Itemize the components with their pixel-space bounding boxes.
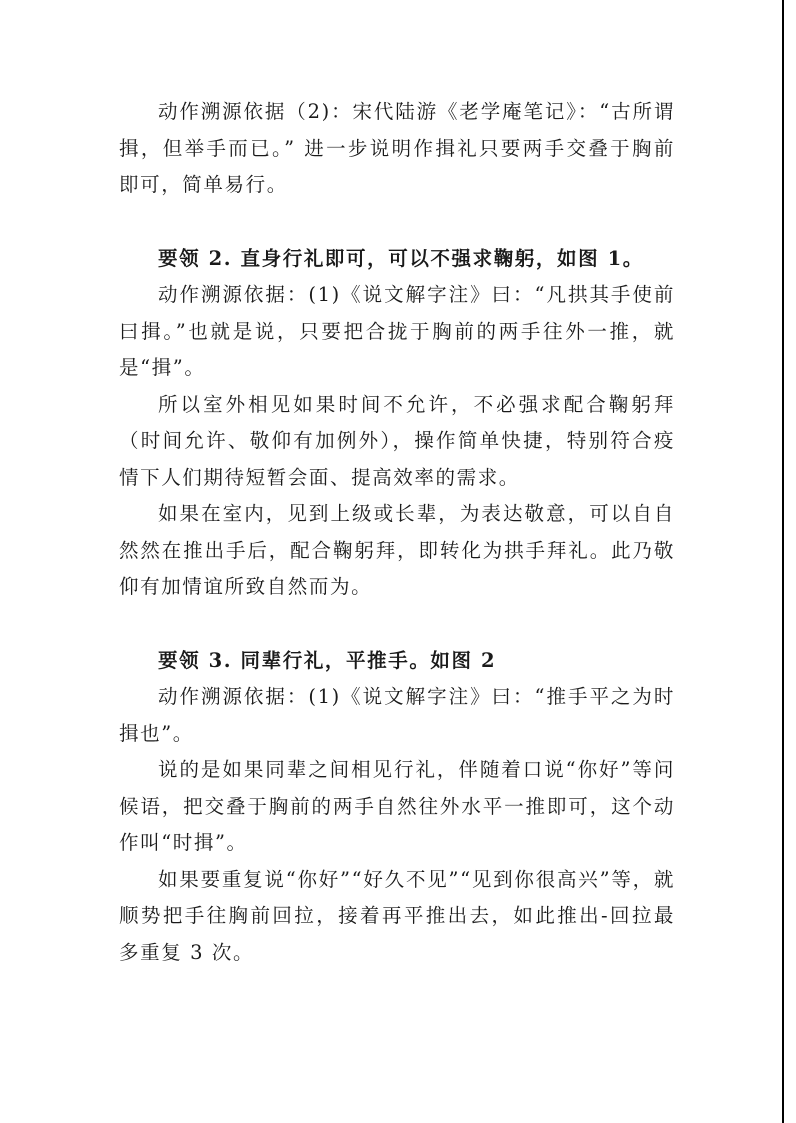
paragraph-source-shuowen-2: 动作溯源依据：(1)《说文解字注》曰：“推手平之为时揖也”。 [119, 685, 675, 745]
paragraph-source-shuowen-1: 动作溯源依据：(1)《说文解字注》曰：“凡拱其手使前曰揖。”也就是说，只要把合拢于胸前的两手往外一推，就是“揖”。 [119, 283, 675, 379]
document-body [119, 94, 675, 971]
paragraph-repeat: 如果要重复说“你好”“好久不见”“见到你很高兴”等，就顺势把手往胸前回拉，接着再平推出去，如此推出-回拉最多重复 3 次。 [119, 867, 675, 964]
page-edge-line [782, 0, 784, 1123]
paragraph-source-2: 动作溯源依据（2)：宋代陆游《老学庵笔记》：“古所谓揖，但举手而已。” 进一步说明作揖礼只要两手交叠于胸前即可，简单易行。 [119, 100, 675, 196]
paragraph-indoor: 如果在室内，见到上级或长辈，为表达敬意，可以自自然然在推出手后，配合鞠躬拜，即转化为拱手拜礼。此乃敬仰有加情谊所致自然而为。 [119, 502, 675, 598]
section-heading-2: 要领 2. 直身行礼即可，可以不强求鞠躬，如图 1。 [158, 246, 644, 270]
paragraph-peer-greeting: 说的是如果同辈之间相见行礼，伴随着口说“你好”等问候语，把交叠于胸前的两手自然往外水平一推即可，这个动作叫“时揖”。 [119, 758, 675, 854]
section-heading-3: 要领 3. 同辈行礼，平推手。如图 2 [158, 648, 497, 672]
paragraph-outdoor: 所以室外相见如果时间不允许，不必强求配合鞠躬拜（时间允许、敬仰有加例外），操作简单快捷，特别符合疫情下人们期待短暂会面、提高效率的需求。 [119, 392, 675, 489]
